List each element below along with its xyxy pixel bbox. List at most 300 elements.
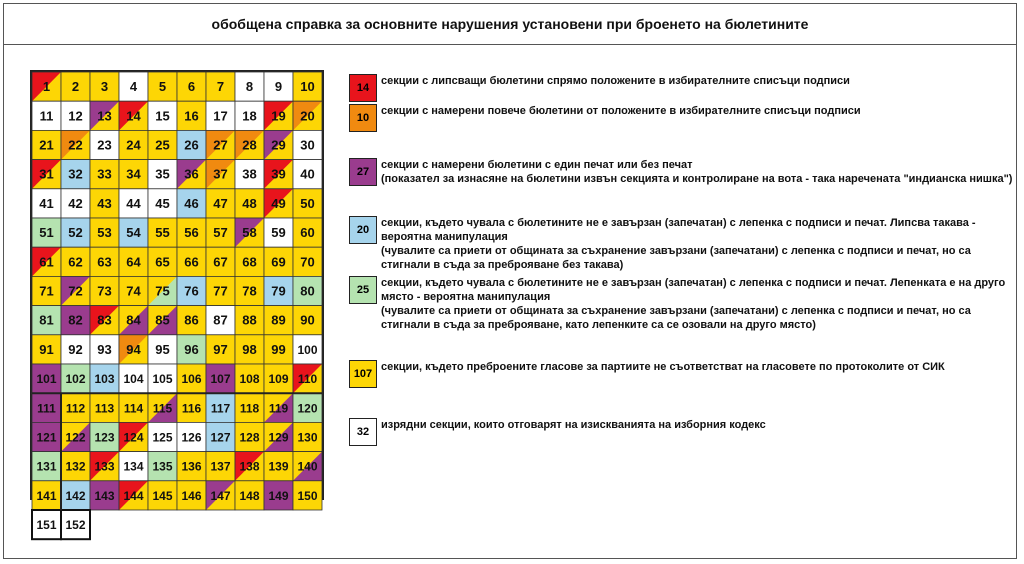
section-number: 81 [39, 312, 54, 328]
section-cell-137 [206, 452, 235, 481]
section-number: 113 [94, 401, 115, 416]
section-number: 99 [271, 341, 286, 357]
section-cell-13 [90, 101, 119, 130]
legend-line: секции, където чувала с бюлетините не е завързан (запечатан) с лепенка с подписи и печат. Лепенката е на друго [381, 277, 1006, 289]
section-cell-80 [293, 276, 322, 305]
section-cell-57 [206, 218, 235, 247]
legend-item-light-blue [349, 216, 1021, 272]
legend-line: вероятна манипулация [381, 231, 508, 243]
section-number: 122 [65, 430, 86, 445]
section-cell-149 [264, 481, 293, 510]
section-number: 147 [210, 488, 231, 503]
section-number: 141 [36, 488, 57, 503]
section-cell-105 [148, 364, 177, 393]
section-number: 100 [297, 342, 318, 357]
section-cell-104 [119, 364, 148, 393]
section-cell-134 [119, 452, 148, 481]
section-cell-49 [264, 189, 293, 218]
section-cell-47 [206, 189, 235, 218]
section-cell-10 [293, 72, 322, 101]
section-cell-110 [293, 364, 322, 393]
legend-swatch: 32 [349, 418, 377, 446]
section-number: 121 [36, 430, 57, 445]
section-number: 6 [187, 79, 196, 95]
section-number: 60 [300, 225, 315, 241]
section-cell-21 [32, 130, 61, 159]
section-number: 55 [155, 225, 170, 241]
section-cell-93 [90, 335, 119, 364]
legend-line: стигнали в съда за преброяване без такава) [381, 259, 624, 271]
legend-description [381, 216, 1021, 272]
section-number: 112 [65, 401, 86, 416]
section-number: 145 [152, 488, 173, 503]
section-number: 13 [97, 108, 112, 124]
section-cell-75 [148, 276, 177, 305]
section-number: 1 [42, 79, 51, 95]
section-number: 93 [97, 341, 112, 357]
section-cell-109 [264, 364, 293, 393]
section-cell-53 [90, 218, 119, 247]
section-cell-99 [264, 335, 293, 364]
section-number: 25 [155, 137, 170, 153]
section-number: 12 [68, 108, 83, 124]
legend-line: секции с намерени повече бюлетини от положените в избирателните списъци подписи [381, 105, 861, 117]
section-number: 70 [300, 254, 315, 270]
section-number: 128 [239, 430, 260, 445]
section-cell-22 [61, 130, 90, 159]
section-cell-147 [206, 481, 235, 510]
section-number: 63 [97, 254, 112, 270]
section-number: 144 [123, 488, 144, 503]
section-number: 43 [97, 195, 112, 211]
section-number: 54 [126, 225, 141, 241]
section-cell-131 [32, 452, 61, 481]
section-cell-114 [119, 393, 148, 422]
section-number: 80 [300, 283, 315, 299]
section-number: 7 [216, 79, 225, 95]
legend-item-purple [349, 158, 1021, 186]
section-cell-56 [177, 218, 206, 247]
section-number: 71 [39, 283, 54, 299]
section-cell-3 [90, 72, 119, 101]
section-number: 38 [242, 166, 257, 182]
section-cell-85 [148, 306, 177, 335]
section-number: 52 [68, 225, 83, 241]
legend-item-red [349, 74, 1021, 102]
section-number: 120 [297, 401, 318, 416]
section-cell-107 [206, 364, 235, 393]
section-cell-68 [235, 247, 264, 276]
section-number: 124 [123, 430, 144, 445]
section-number: 83 [97, 312, 112, 328]
section-number: 45 [155, 195, 170, 211]
section-cell-94 [119, 335, 148, 364]
section-number: 40 [300, 166, 315, 182]
section-number: 28 [242, 137, 257, 153]
section-cell-150 [293, 481, 322, 510]
section-cell-25 [148, 130, 177, 159]
section-cell-121 [32, 422, 61, 451]
section-cell-69 [264, 247, 293, 276]
section-number: 97 [213, 341, 228, 357]
section-number: 72 [68, 283, 83, 299]
section-cell-124 [119, 422, 148, 451]
legend-item-yellow [349, 360, 1021, 388]
section-cell-33 [90, 160, 119, 189]
legend-swatch: 25 [349, 276, 377, 304]
section-cell-72 [61, 276, 90, 305]
section-cell-74 [119, 276, 148, 305]
section-cell-151 [32, 510, 61, 539]
section-cell-152 [61, 510, 90, 539]
section-cell-11 [32, 101, 61, 130]
section-number: 50 [300, 195, 315, 211]
section-cell-52 [61, 218, 90, 247]
section-number: 26 [184, 137, 199, 153]
section-cell-48 [235, 189, 264, 218]
section-cell-98 [235, 335, 264, 364]
section-cell-1 [32, 72, 61, 101]
section-cell-61 [32, 247, 61, 276]
section-cell-128 [235, 422, 264, 451]
section-number: 17 [213, 108, 228, 124]
section-number: 20 [300, 108, 315, 124]
legend-swatch: 10 [349, 104, 377, 132]
section-number: 15 [155, 108, 170, 124]
legend-line: секции, където преброените гласове за партиите не съответстват на гласовете по протоколите от СИК [381, 361, 945, 373]
section-number: 75 [155, 283, 170, 299]
section-cell-45 [148, 189, 177, 218]
section-cell-90 [293, 306, 322, 335]
section-number: 150 [297, 488, 318, 503]
legend-description [381, 104, 1021, 118]
section-number: 102 [65, 372, 86, 387]
section-cell-35 [148, 160, 177, 189]
section-number: 126 [181, 430, 202, 445]
section-number: 9 [274, 79, 283, 95]
section-number: 142 [65, 488, 86, 503]
section-cell-38 [235, 160, 264, 189]
legend-item-orange [349, 104, 1021, 132]
section-cell-44 [119, 189, 148, 218]
section-cell-59 [264, 218, 293, 247]
section-cell-71 [32, 276, 61, 305]
section-cell-31 [32, 160, 61, 189]
section-number: 47 [213, 195, 228, 211]
section-cell-20 [293, 101, 322, 130]
section-number: 84 [126, 312, 141, 328]
section-cell-6 [177, 72, 206, 101]
section-number: 95 [155, 341, 170, 357]
section-number: 69 [271, 254, 286, 270]
section-number: 21 [39, 137, 54, 153]
section-cell-78 [235, 276, 264, 305]
section-number: 74 [126, 283, 141, 299]
section-number: 131 [36, 459, 57, 474]
section-cell-66 [177, 247, 206, 276]
section-cell-92 [61, 335, 90, 364]
section-number: 139 [268, 459, 289, 474]
legend-line: място - вероятна манипулация [381, 291, 551, 303]
section-cell-133 [90, 452, 119, 481]
section-number: 66 [184, 254, 199, 270]
section-cell-73 [90, 276, 119, 305]
section-cell-129 [264, 422, 293, 451]
section-cell-28 [235, 130, 264, 159]
section-number: 27 [213, 137, 228, 153]
section-number: 46 [184, 195, 199, 211]
section-cell-88 [235, 306, 264, 335]
section-number: 58 [242, 225, 257, 241]
section-number: 101 [36, 372, 57, 387]
section-cell-97 [206, 335, 235, 364]
legend-line: изрядни секции, които отговарят на изискванията на изборния кодекс [381, 419, 766, 431]
section-cell-58 [235, 218, 264, 247]
section-number: 24 [126, 137, 141, 153]
section-number: 110 [297, 372, 318, 387]
section-number: 108 [239, 372, 260, 387]
section-cell-32 [61, 160, 90, 189]
section-number: 96 [184, 341, 199, 357]
section-number: 86 [184, 312, 199, 328]
section-cell-139 [264, 452, 293, 481]
section-number: 117 [210, 401, 231, 416]
section-cell-126 [177, 422, 206, 451]
legend-description [381, 158, 1021, 186]
section-number: 133 [94, 459, 115, 474]
section-number: 39 [271, 166, 286, 182]
section-cell-17 [206, 101, 235, 130]
section-cell-116 [177, 393, 206, 422]
section-number: 119 [268, 401, 289, 416]
section-number: 111 [37, 401, 56, 416]
section-cell-42 [61, 189, 90, 218]
section-number: 48 [242, 195, 257, 211]
section-cell-142 [61, 481, 90, 510]
section-number: 107 [210, 372, 231, 387]
legend-description [381, 276, 1021, 332]
section-cell-103 [90, 364, 119, 393]
legend-swatch: 14 [349, 74, 377, 102]
section-number: 42 [68, 195, 83, 211]
section-cell-82 [61, 306, 90, 335]
section-cell-136 [177, 452, 206, 481]
section-number: 138 [239, 459, 260, 474]
section-number: 135 [152, 459, 173, 474]
section-number: 68 [242, 254, 257, 270]
section-number: 116 [181, 401, 202, 416]
section-number: 90 [300, 312, 315, 328]
section-number: 33 [97, 166, 112, 182]
section-number: 61 [39, 254, 54, 270]
section-cell-123 [90, 422, 119, 451]
section-cell-30 [293, 130, 322, 159]
section-cell-18 [235, 101, 264, 130]
section-cell-111 [32, 393, 61, 422]
section-number: 2 [71, 79, 80, 95]
section-number: 34 [126, 166, 141, 182]
section-number: 118 [239, 401, 260, 416]
section-number: 140 [297, 459, 318, 474]
section-cell-120 [293, 393, 322, 422]
section-number: 88 [242, 312, 257, 328]
section-cell-23 [90, 130, 119, 159]
section-number: 127 [210, 430, 231, 445]
section-cell-146 [177, 481, 206, 510]
section-number: 23 [97, 137, 112, 153]
section-cell-70 [293, 247, 322, 276]
section-cell-7 [206, 72, 235, 101]
section-cell-118 [235, 393, 264, 422]
section-cell-5 [148, 72, 177, 101]
section-number: 31 [39, 166, 54, 182]
section-cell-39 [264, 160, 293, 189]
section-cell-132 [61, 452, 90, 481]
section-number: 16 [184, 108, 199, 124]
legend-line: секции с липсващи бюлетини спрямо положените в избирателните списъци подписи [381, 75, 850, 87]
section-number: 30 [300, 137, 315, 153]
section-cell-102 [61, 364, 90, 393]
section-number: 32 [68, 166, 83, 182]
section-cell-115 [148, 393, 177, 422]
section-cell-108 [235, 364, 264, 393]
section-cell-55 [148, 218, 177, 247]
section-number: 103 [94, 372, 115, 387]
section-cell-135 [148, 452, 177, 481]
section-number: 114 [123, 401, 144, 416]
section-cell-9 [264, 72, 293, 101]
legend-description [381, 360, 1021, 374]
section-number: 87 [213, 312, 228, 328]
section-number: 76 [184, 283, 199, 299]
section-number: 62 [68, 254, 83, 270]
legend-line: (чувалите са приети от общината за съхранение завързани (запечатани) с лепенка с подписи и печат, но са [381, 245, 971, 257]
section-number: 10 [300, 79, 315, 95]
section-cell-81 [32, 306, 61, 335]
section-cell-65 [148, 247, 177, 276]
section-cell-113 [90, 393, 119, 422]
section-number: 5 [158, 79, 167, 95]
section-number: 77 [213, 283, 228, 299]
section-number: 67 [213, 254, 228, 270]
section-cell-60 [293, 218, 322, 247]
section-cell-40 [293, 160, 322, 189]
legend-line: (показател за изнасяне на бюлетини извън секцията и контролиране на вота - така наречената "индианска нишка") [381, 173, 1013, 185]
section-cell-144 [119, 481, 148, 510]
section-number: 49 [271, 195, 286, 211]
section-number: 8 [245, 79, 254, 95]
section-cell-127 [206, 422, 235, 451]
section-cell-125 [148, 422, 177, 451]
section-number: 146 [181, 488, 202, 503]
section-number: 37 [213, 166, 228, 182]
section-number: 73 [97, 283, 112, 299]
section-cell-24 [119, 130, 148, 159]
section-number: 148 [239, 488, 260, 503]
section-cell-95 [148, 335, 177, 364]
section-number: 36 [184, 166, 199, 182]
section-cell-101 [32, 364, 61, 393]
section-cell-26 [177, 130, 206, 159]
section-number: 149 [268, 488, 289, 503]
section-number: 51 [39, 225, 54, 241]
section-number: 91 [39, 341, 54, 357]
section-cell-29 [264, 130, 293, 159]
section-number: 105 [152, 372, 173, 387]
section-cell-84 [119, 306, 148, 335]
section-number: 3 [100, 79, 109, 95]
section-cell-138 [235, 452, 264, 481]
section-number: 53 [97, 225, 112, 241]
legend-description [381, 74, 1021, 88]
section-number: 134 [123, 459, 144, 474]
legend-line: стигнали в съда за преброяване, като лепенките са се озовали на друго място) [381, 319, 816, 331]
section-cell-50 [293, 189, 322, 218]
section-number: 78 [242, 283, 257, 299]
section-cell-27 [206, 130, 235, 159]
section-cell-96 [177, 335, 206, 364]
section-number: 129 [268, 430, 289, 445]
section-cell-91 [32, 335, 61, 364]
section-cell-100 [293, 335, 322, 364]
section-cell-77 [206, 276, 235, 305]
section-cell-148 [235, 481, 264, 510]
section-cell-89 [264, 306, 293, 335]
section-cell-16 [177, 101, 206, 130]
section-number: 94 [126, 341, 141, 357]
section-cell-34 [119, 160, 148, 189]
section-cell-143 [90, 481, 119, 510]
section-cell-15 [148, 101, 177, 130]
section-number: 29 [271, 137, 286, 153]
section-number: 14 [126, 108, 141, 124]
section-number: 151 [36, 518, 57, 533]
section-number: 18 [242, 108, 257, 124]
section-number: 82 [68, 312, 83, 328]
section-cell-130 [293, 422, 322, 451]
section-cell-145 [148, 481, 177, 510]
legend-description [381, 418, 1021, 432]
section-cell-67 [206, 247, 235, 276]
section-cell-36 [177, 160, 206, 189]
section-cell-37 [206, 160, 235, 189]
section-number: 109 [268, 372, 289, 387]
section-cell-87 [206, 306, 235, 335]
section-number: 11 [39, 108, 54, 124]
legend-line: секции с намерени бюлетини с един печат или без печат [381, 159, 693, 171]
section-cell-122 [61, 422, 90, 451]
section-cell-117 [206, 393, 235, 422]
section-cell-62 [61, 247, 90, 276]
section-cell-140 [293, 452, 322, 481]
section-number: 98 [242, 341, 257, 357]
section-number: 106 [181, 372, 202, 387]
legend-swatch: 107 [349, 360, 377, 388]
section-cell-4 [119, 72, 148, 101]
section-number: 152 [65, 518, 86, 533]
section-cell-14 [119, 101, 148, 130]
legend-item-white [349, 418, 1021, 446]
section-cell-63 [90, 247, 119, 276]
section-number: 125 [152, 430, 173, 445]
section-number: 57 [213, 225, 228, 241]
section-number: 64 [126, 254, 141, 270]
section-cell-51 [32, 218, 61, 247]
section-number: 22 [68, 137, 83, 153]
section-cell-43 [90, 189, 119, 218]
section-number: 35 [155, 166, 170, 182]
section-cell-2 [61, 72, 90, 101]
